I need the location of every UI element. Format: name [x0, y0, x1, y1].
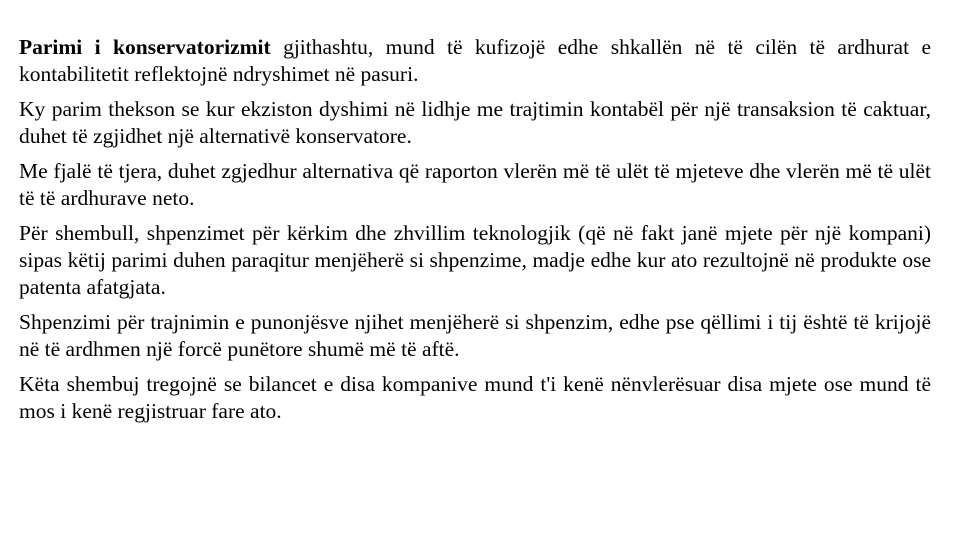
- paragraph-text: Ky parim thekson se kur ekziston dyshimi në lidhje me trajtimin kontabël për një transaksion të caktuar, duhet të zgjidhet një alternativë konservatore.: [19, 97, 931, 148]
- paragraph-lower-value: [19, 158, 931, 212]
- slide-body: [19, 34, 931, 433]
- paragraph-text: Me fjalë të tjera, duhet zgjedhur alternativa që raporton vlerën më të ulët të mjeteve dhe vlerën më të ulët të të ardhurave neto.: [19, 159, 931, 210]
- paragraph-text: Këta shembuj tregojnë se bilancet e disa kompanive mund t'i kenë nënvlerësuar disa mjete ose mund të mos i kenë regjistruar fare ato.: [19, 372, 931, 423]
- paragraph-doubt-rule: [19, 96, 931, 150]
- paragraph-text: Shpenzimi për trajnimin e punonjësve njihet menjëherë si shpenzim, edhe pse qëllimi i tij është të krijojë në të ardhmen një forcë punëtore shumë më të aftë.: [19, 310, 931, 361]
- paragraph-rnd-example: [19, 220, 931, 301]
- paragraph-conclusion: [19, 371, 931, 425]
- paragraph-text: Për shembull, shpenzimet për kërkim dhe zhvillim teknologjik (që në fakt janë mjete për një kompani) sipas këtij parimi duhen paraqitur menjëherë si shpenzime, madje edhe kur ato rezultojnë në produkte ose patenta afatgjata.: [19, 221, 931, 299]
- term-conservatism: Parimi i konservatorizmit: [19, 35, 271, 59]
- paragraph-training-example: [19, 309, 931, 363]
- paragraph-conservatism-principle: [19, 34, 931, 88]
- paragraph-text: gjithashtu, mund të kufizojë edhe shkallën në të cilën të ardhurat e kontabilitetit reflektojnë ndryshimet në pasuri.: [19, 35, 931, 86]
